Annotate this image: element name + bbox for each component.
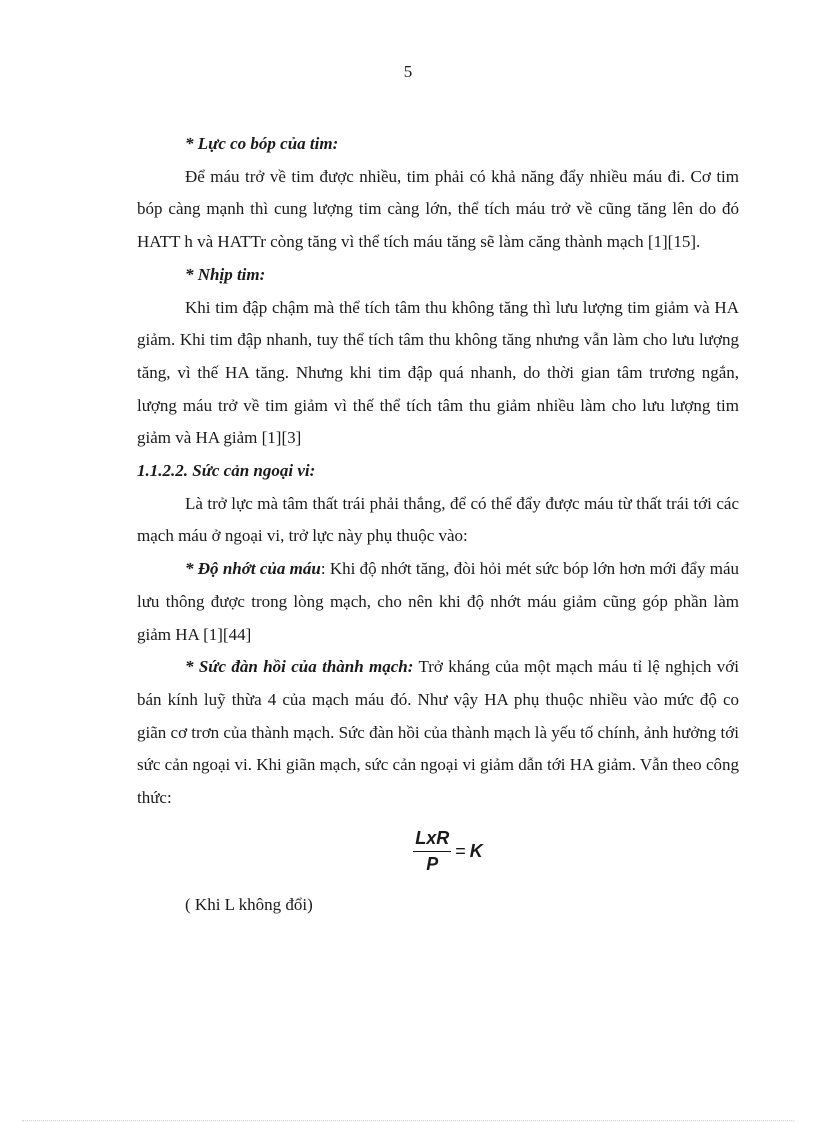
paragraph-suc-can-ngoai-vi: Là trở lực mà tâm thất trái phải thắng, để có thể đẩy được máu từ thất trái tới các mạch máu ở ngoại vi, trở lực này phụ thuộc vào:: [137, 493, 739, 546]
formula-rhs: K: [469, 841, 483, 862]
paragraph-nhip-tim: Khi tim đập chậm mà thể tích tâm thu không tăng thì lưu lượng tim giảm và HA giảm. Khi tim đập nhanh, tuy thể tích tâm thu không tăng nhưng vẫn làm cho lưu lượng tăng, vì thế HA tăng. Nhưng khi tim đập quá nhanh, do thời gian tâm trương ngắn, lượng máu trở về tim giảm vì thế thể tích tâm thu giảm nhiều làm cho lưu lượng tim giảm và HA giảm [1][3]: [137, 297, 739, 448]
label-do-nhot-mau: * Độ nhớt của máu: [185, 559, 321, 579]
formula-fraction: [413, 828, 451, 875]
page-bottom-divider: [22, 1120, 794, 1121]
heading-luc-co-bop: * Lực co bóp của tim:: [185, 134, 339, 153]
formula-numerator: LxR: [415, 828, 450, 849]
text-dan-hoi-thanh-mach: Trở kháng của một mạch máu tỉ lệ nghịch với bán kính luỹ thừa 4 của mạch máu đó. Như vậy HA phụ thuộc nhiều vào mức độ co giãn cơ trơn của thành mạch. Sức đàn hồi của thành mạch là yếu tố chính, ảnh hưởng tới sức cản ngoại vi. Khi giãn mạch, sức cản ngoại vi giảm dẫn tới HA giảm. Vẫn theo công thức:: [137, 657, 739, 808]
page-number: 5: [403, 62, 413, 81]
heading-suc-can-ngoai-vi: 1.1.2.2. Sức cản ngoại vi:: [137, 461, 316, 481]
paragraph-do-nhot-mau: [137, 553, 739, 651]
note-khi-l-khong-doi: ( Khi L không đổi): [185, 894, 313, 914]
paragraph-luc-co-bop: Để máu trở về tim được nhiều, tim phải có khả năng đẩy nhiều máu đi. Cơ tim bóp càng mạnh thì cung lượng tim càng lớn, thể tích máu trở về cũng tăng lên do đó HATT h và HATTr còng tăng vì thể tích máu tăng sẽ làm căng thành mạch [1][15].: [137, 166, 739, 252]
text-do-nhot-mau: : Khi độ nhớt tăng, đòi hỏi mét sức bóp lớn hơn mới đẩy máu lưu thông được trong lòng mạch, cho nên khi độ nhớt máu giảm cũng góp phần làm giảm HA [1][44]: [137, 559, 739, 644]
label-dan-hoi-thanh-mach: * Sức đàn hồi của thành mạch:: [185, 657, 414, 677]
formula: [137, 819, 739, 885]
page-content: [137, 128, 739, 921]
heading-nhip-tim: * Nhịp tim:: [185, 264, 266, 284]
formula-equals: =: [455, 841, 466, 862]
paragraph-dan-hoi-thanh-mach: [137, 651, 739, 815]
formula-denominator: P: [426, 854, 439, 875]
